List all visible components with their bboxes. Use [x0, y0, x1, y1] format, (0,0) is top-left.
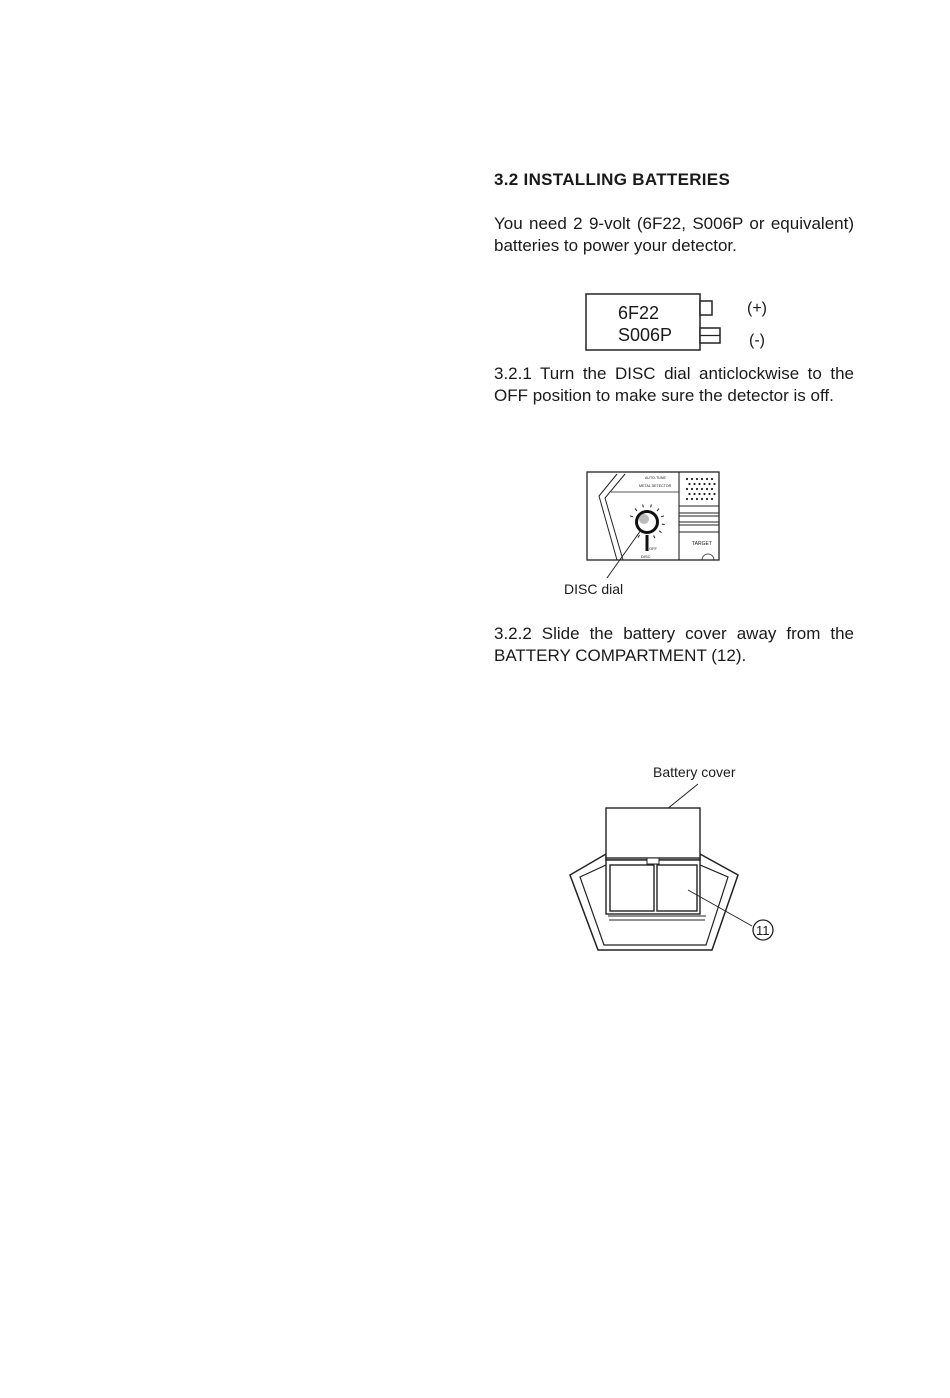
disc-label: DISC [641, 554, 651, 559]
speaker-hole [711, 478, 713, 480]
speaker-hole [691, 478, 693, 480]
speaker-hole [688, 483, 690, 485]
battery-cover-callout: Battery cover [653, 764, 736, 780]
speaker-hole [711, 498, 713, 500]
speaker-hole [708, 483, 710, 485]
brand-line-1: AUTO-TUNE [645, 476, 666, 480]
speaker-hole [701, 498, 703, 500]
target-label: TARGET [692, 541, 712, 547]
disc-dial-callout: DISC dial [564, 581, 624, 597]
intro-paragraph: You need 2 9-volt (6F22, S006P or equivalent) batteries to power your detector. [494, 214, 854, 255]
speaker-hole [713, 493, 715, 495]
speaker-hole [698, 493, 700, 495]
speaker-hole [698, 483, 700, 485]
off-label: OFF [649, 546, 657, 551]
battery-label-6f22: 6F22 [618, 303, 660, 323]
battery-compartment-figure [560, 758, 790, 958]
speaker-hole [706, 488, 708, 490]
battery-label-s006p: S006P [618, 325, 673, 345]
battery-slot-left [610, 865, 654, 911]
step-1-paragraph: 3.2.1 Turn the DISC dial anticlockwise to the OFF position to make sure the detector is off. [494, 364, 854, 405]
speaker-hole [693, 493, 695, 495]
callout-number: 11 [756, 923, 770, 938]
battery-slot-right [657, 865, 697, 911]
section-heading: 3.2 INSTALLING BATTERIES [494, 170, 731, 189]
battery-positive-terminal [700, 301, 712, 315]
negative-label: (-) [749, 332, 765, 349]
speaker-hole [693, 483, 695, 485]
speaker-hole [686, 498, 688, 500]
speaker-hole [708, 493, 710, 495]
speaker-hole [703, 483, 705, 485]
speaker-hole [686, 478, 688, 480]
speaker-hole [701, 478, 703, 480]
speaker-hole [703, 493, 705, 495]
speaker-hole [686, 488, 688, 490]
speaker-hole [688, 493, 690, 495]
control-panel-figure [555, 470, 735, 602]
speaker-hole [713, 483, 715, 485]
speaker-hole [696, 498, 698, 500]
brand-line-2: METAL DETECTOR [639, 484, 672, 488]
step-2-paragraph: 3.2.2 Slide the battery cover away from the BATTERY COMPARTMENT (12). [494, 624, 854, 665]
battery-figure [585, 290, 785, 356]
speaker-hole [706, 498, 708, 500]
battery-cover [606, 808, 700, 858]
speaker-hole [691, 488, 693, 490]
speaker-hole [701, 488, 703, 490]
speaker-hole [711, 488, 713, 490]
positive-label: (+) [747, 300, 767, 317]
speaker-hole [696, 478, 698, 480]
speaker-hole [691, 498, 693, 500]
speaker-hole [696, 488, 698, 490]
speaker-hole [706, 478, 708, 480]
